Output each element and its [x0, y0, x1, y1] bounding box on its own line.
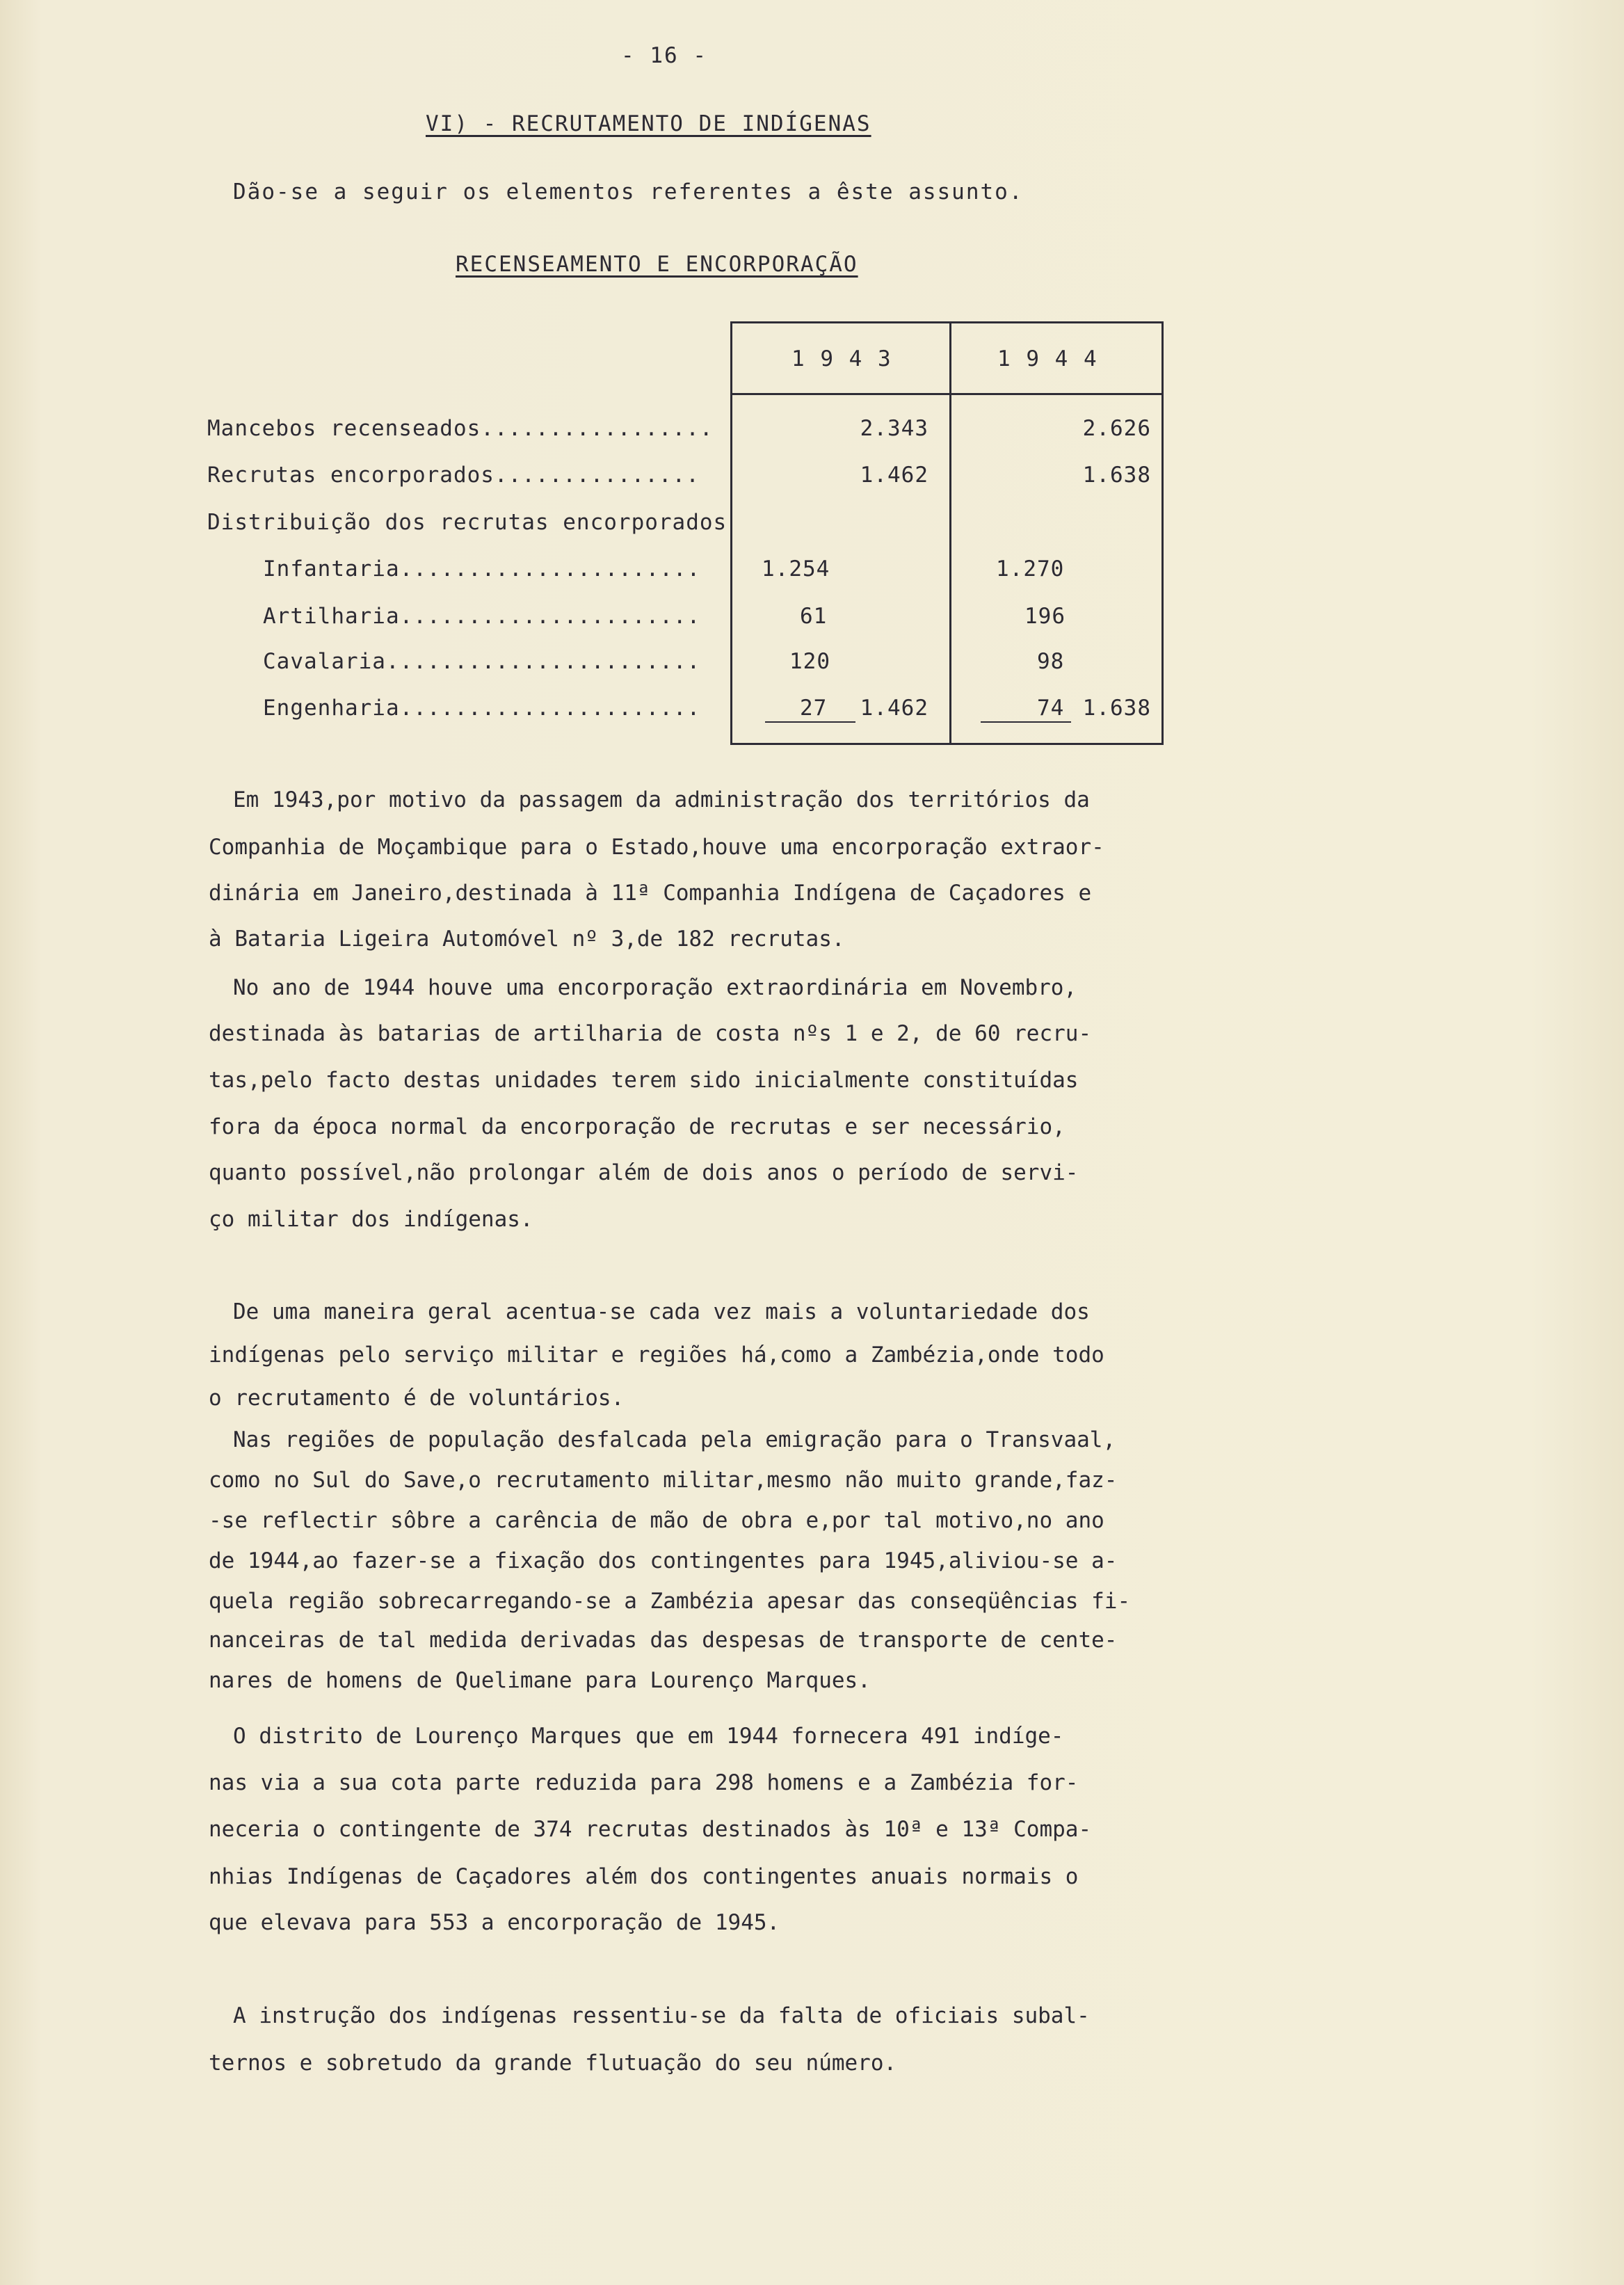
text-line: o recrutamento é de voluntários. — [209, 1386, 625, 1411]
text-line: nas via a sua cota parte reduzida para 298 homens e a Zambézia for- — [209, 1770, 1079, 1795]
table-left-rule — [730, 321, 732, 745]
cell-1944-sub: 196 — [1024, 604, 1066, 629]
text-line: quela região sobrecarregando-se a Zambézia apesar das conseqüências fi- — [209, 1589, 1131, 1614]
text-line: Nas regiões de população desfalcada pela emigração para o Transvaal, — [233, 1427, 1116, 1452]
table-header-rule — [730, 393, 1164, 395]
page-number: - 16 - — [621, 43, 707, 68]
text-line: fora da época normal da encorporação de recrutas e ser necessário, — [209, 1114, 1066, 1139]
cell-1943-sub: 1.254 — [762, 556, 830, 582]
row-label: Artilharia...................... — [263, 604, 701, 629]
cell-1944-total: 1.638 — [1082, 463, 1151, 488]
text-line: dinária em Janeiro,destinada à 11ª Companhia Indígena de Caçadores e — [209, 881, 1092, 906]
text-line: quanto possível,não prolongar além de dois anos o período de servi- — [209, 1160, 1079, 1185]
text-line: que elevava para 553 a encorporação de 1945. — [209, 1910, 780, 1935]
text-line: De uma maneira geral acentua-se cada vez mais a voluntariedade dos — [233, 1299, 1090, 1324]
row-label: Cavalaria....................... — [263, 649, 701, 674]
row-label: Distribuição dos recrutas encorporados — [207, 510, 727, 535]
text-line: de 1944,ao fazer-se a fixação dos contingentes para 1945,aliviou-se a- — [209, 1548, 1118, 1573]
text-line: ço militar dos indígenas. — [209, 1207, 533, 1232]
cell-1944-total: 2.626 — [1082, 416, 1151, 441]
subtotal-rule-1943 — [765, 721, 855, 723]
cell-1943-total: 1.462 — [860, 696, 928, 721]
text-line: nhias Indígenas de Caçadores além dos contingentes anuais normais o — [209, 1864, 1079, 1889]
text-line: O distrito de Lourenço Marques que em 1944 fornecera 491 indíge- — [233, 1724, 1064, 1749]
cell-1943-sub: 27 — [800, 696, 828, 721]
cell-1944-sub: 98 — [1037, 649, 1065, 674]
row-label: Engenharia...................... — [263, 696, 701, 721]
text-line: ternos e sobretudo da grande flutuação do seu número. — [209, 2051, 897, 2076]
row-label: Mancebos recenseados................. — [207, 416, 714, 441]
cell-1943-sub: 120 — [789, 649, 830, 674]
table-title: RECENSEAMENTO E ENCORPORAÇÃO — [456, 252, 858, 277]
text-line: neceria o contingente de 374 recrutas destinados às 10ª e 13ª Compa- — [209, 1817, 1092, 1842]
cell-1944-sub: 74 — [1037, 696, 1065, 721]
table-mid-rule — [949, 321, 951, 745]
row-label: Recrutas encorporados............... — [207, 463, 700, 488]
column-header-1943: 1 9 4 3 — [791, 346, 892, 371]
text-line: à Bataria Ligeira Automóvel nº 3,de 182 recrutas. — [209, 927, 845, 952]
cell-1944-sub: 1.270 — [996, 556, 1065, 582]
text-line: Companhia de Moçambique para o Estado,houve uma encorporação extraor- — [209, 835, 1104, 860]
text-line: como no Sul do Save,o recrutamento militar,mesmo não muito grande,faz- — [209, 1468, 1118, 1493]
section-title: VI) - RECRUTAMENTO DE INDÍGENAS — [426, 111, 871, 136]
subtotal-rule-1944 — [981, 721, 1071, 723]
text-line: No ano de 1944 houve uma encorporação extraordinária em Novembro, — [233, 975, 1077, 1000]
cell-1943-total: 2.343 — [860, 416, 928, 441]
text-line: indígenas pelo serviço militar e regiões há,como a Zambézia,onde todo — [209, 1342, 1104, 1368]
cell-1944-total: 1.638 — [1082, 696, 1151, 721]
table-top-rule — [730, 321, 1164, 323]
column-header-1944: 1 9 4 4 — [997, 346, 1098, 371]
text-line: nanceiras de tal medida derivadas das despesas de transporte de cente- — [209, 1628, 1118, 1653]
text-line: A instrução dos indígenas ressentiu-se da falta de oficiais subal- — [233, 2003, 1090, 2028]
text-line: tas,pelo facto destas unidades terem sido inicialmente constituídas — [209, 1068, 1079, 1093]
cell-1943-total: 1.462 — [860, 463, 928, 488]
cell-1943-sub: 61 — [800, 604, 828, 629]
text-line: -se reflectir sôbre a carência de mão de obra e,por tal motivo,no ano — [209, 1508, 1104, 1533]
table-bottom-rule — [730, 743, 1164, 745]
row-label: Infantaria...................... — [263, 556, 701, 582]
text-line: Em 1943,por motivo da passagem da administração dos territórios da — [233, 787, 1090, 812]
text-line: nares de homens de Quelimane para Lourenço Marques. — [209, 1668, 871, 1693]
table-right-rule — [1161, 321, 1164, 745]
intro-text: Dão-se a seguir os elementos referentes a êste assunto. — [233, 179, 1024, 205]
text-line: destinada às batarias de artilharia de costa nºs 1 e 2, de 60 recru- — [209, 1021, 1092, 1046]
